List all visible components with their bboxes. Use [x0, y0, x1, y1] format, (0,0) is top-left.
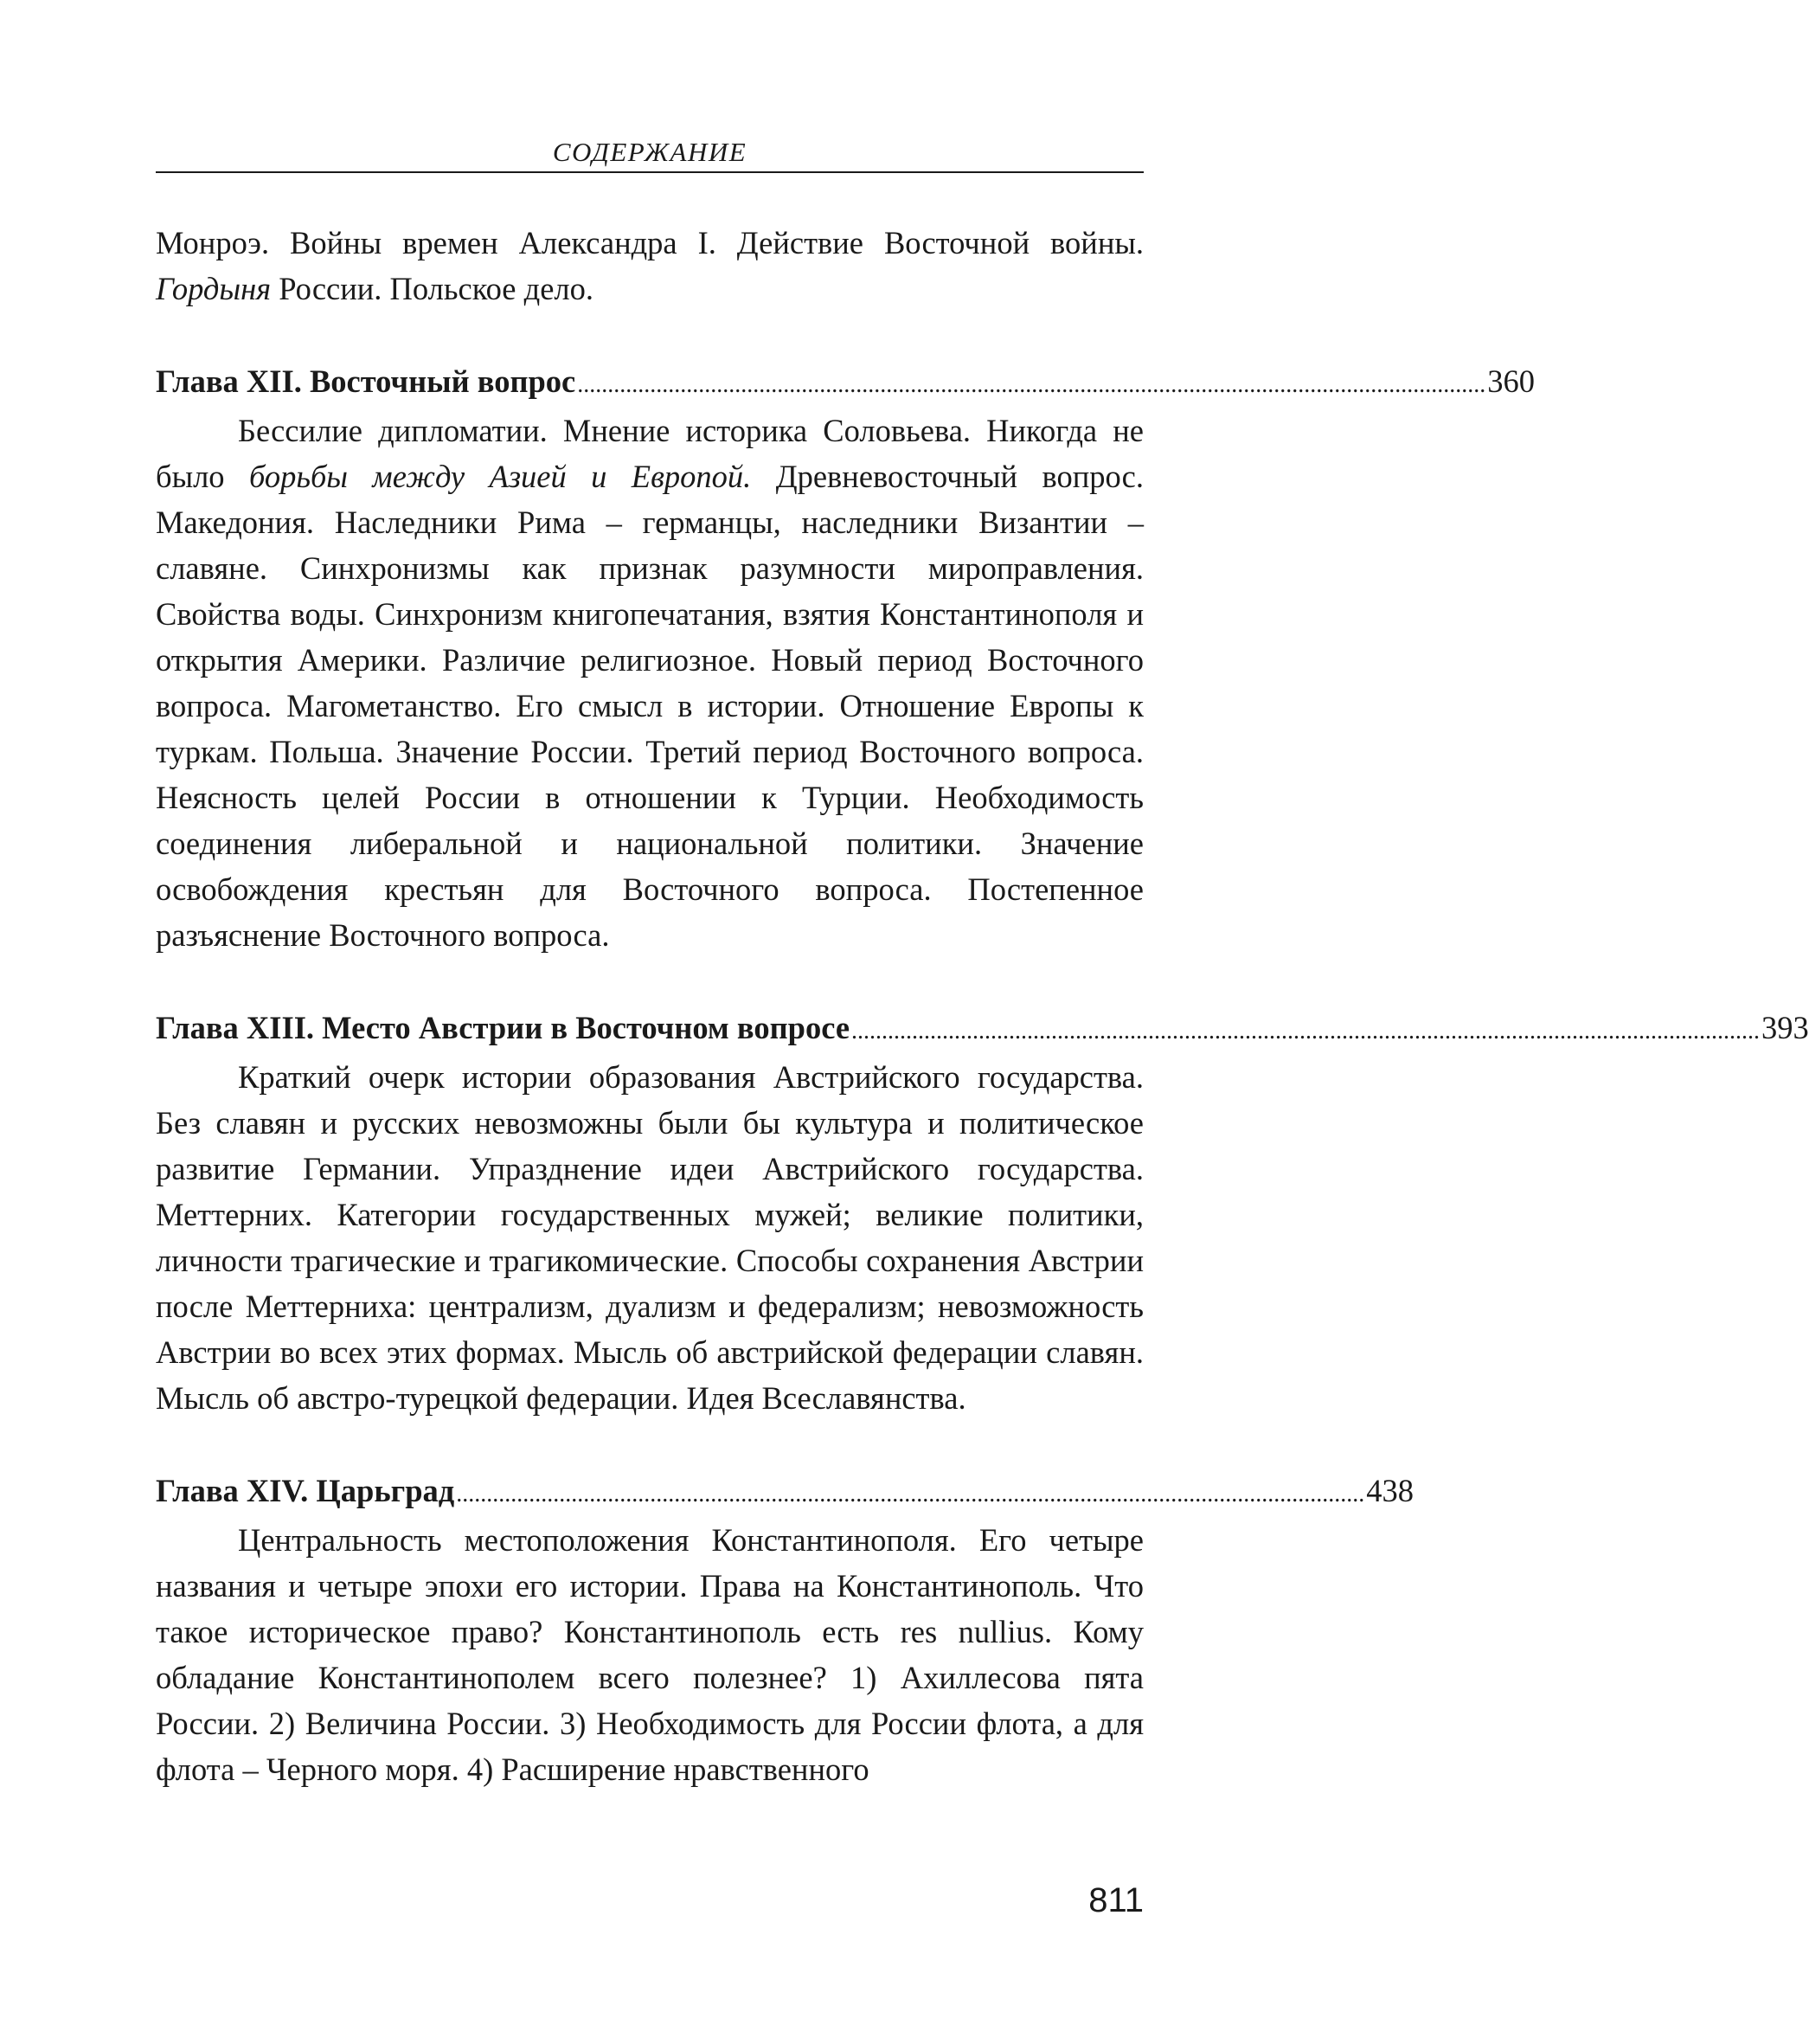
italic-text: борьбы между Азией и Европой. — [248, 459, 752, 494]
page-number: 811 — [1088, 1881, 1144, 1919]
toc-content — [156, 220, 1809, 1792]
text-run: Древневосточный вопрос. Македония. Наследники Рима – германцы, наследники Византии – славяне. Синхронизмы как признак разумности мироправления. Свойства воды. Синхронизм книгопечатания, взятия Константинополя и открытия Америки. Различие религиозное. Новый период Восточного вопроса. Магометанство. Его смысл в истории. Отношение Европы к туркам. Польша. Значение России. Третий период Восточного вопроса. Неясность целей России в отношении к Турции. Необходимость соединения либеральной и национальной политики. Значение освобождения крестьян для Восточного вопроса. Постепенное разъяснение Восточного вопроса. — [156, 459, 1144, 953]
text-run: России. Польское дело. — [271, 271, 593, 306]
italic-text: Гордыня — [156, 271, 272, 306]
chapter-title: Глава XIII. Место Австрии в Восточном вопросе — [156, 1010, 850, 1045]
dot-leader: ...................................................................................................................................................... — [851, 1018, 1761, 1044]
chapter-heading[interactable] — [156, 1005, 1809, 1054]
chapter-page-number: 360 — [1487, 363, 1535, 399]
dot-leader: ...................................................................................................................................................... — [577, 371, 1486, 398]
chapter-heading[interactable] — [156, 358, 1535, 408]
chapter-summary — [156, 408, 1144, 958]
text-run: Монроэ. Войны времен Александра I. Действие Восточной войны. — [156, 225, 1144, 260]
chapter-xiv — [156, 1468, 1414, 1792]
chapter-title: Глава XII. Восточный вопрос — [156, 363, 576, 399]
chapter-title: Глава XIV. Царьград — [156, 1473, 455, 1508]
chapter-xiii — [156, 1005, 1809, 1421]
dot-leader: ...................................................................................................................................................... — [456, 1481, 1365, 1507]
continuation-paragraph — [156, 220, 1144, 312]
chapter-page-number: 438 — [1366, 1473, 1414, 1508]
header-rule — [156, 171, 1144, 173]
chapter-page-number: 393 — [1761, 1010, 1809, 1045]
text-run: Краткий очерк истории образования Австрийского государства. Без славян и русских невозможны были бы культура и политическое развитие Германии. Упразднение идеи Австрийского государства. Меттерних. Категории государственных мужей; великие политики, личности трагические и трагикомические. Способы сохранения Австрии после Меттерниха: централизм, дуализм и федерализм; невозможность Австрии во всех этих формах. Мысль об австрийской федерации славян. Мысль об австро-турецкой федерации. Идея Всеславянства. — [156, 1059, 1144, 1416]
running-header: СОДЕРЖАНИЕ — [552, 137, 747, 167]
chapter-summary — [156, 1054, 1144, 1421]
text-run: Центральность местоположения Константинополя. Его четыре названия и четыре эпохи его истории. Права на Константинополь. Что такое историческое право? Константинополь есть res nullius. Кому обладание Константинополем всего полезнее? 1) Ахиллесова пята России. 2) Величина России. 3) Необходимость для России флота, а для флота – Черного моря. 4) Расширение нравственного — [156, 1522, 1144, 1787]
text-run: Бессилие дипломатии. Мнение историка Соловьева. Никогда не было — [156, 413, 1144, 494]
chapter-xii — [156, 358, 1535, 958]
chapter-heading[interactable] — [156, 1468, 1414, 1517]
chapter-summary — [156, 1517, 1144, 1792]
